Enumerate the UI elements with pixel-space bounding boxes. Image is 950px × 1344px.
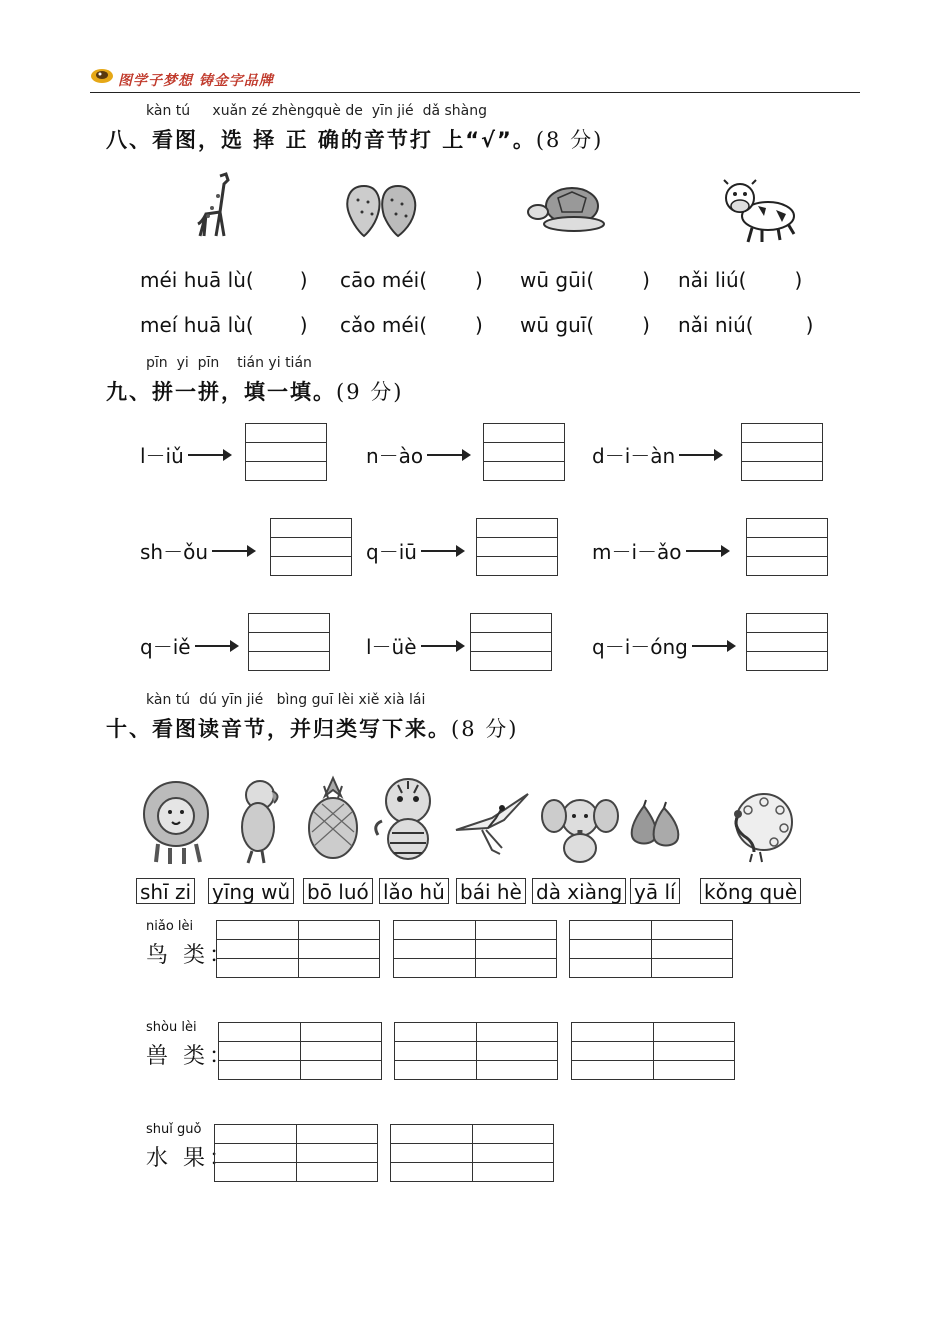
- pineapple-image: [304, 776, 362, 860]
- section8-pinyin-line: kàn tú xuǎn zé zhèngquè de yīn jié dǎ shàng: [146, 103, 488, 119]
- option-3b[interactable]: wū guī( ): [520, 313, 650, 337]
- answer-box-8[interactable]: [470, 613, 552, 671]
- option-2b[interactable]: cǎo méi( ): [340, 313, 483, 337]
- strawberries-image: [342, 180, 422, 238]
- birds-answer-box-3[interactable]: [569, 920, 733, 978]
- fruits-answer-box-2[interactable]: [390, 1124, 554, 1182]
- category-fruits-pinyin: shuǐ guǒ: [146, 1122, 202, 1137]
- section10-pinyin-line: kàn tú dú yīn jié bìng guī lèi xiě xià lái: [146, 692, 426, 708]
- peacock-image: [722, 786, 794, 862]
- beasts-answer-box-3[interactable]: [571, 1022, 735, 1080]
- spell-item-9: q－i－óng: [592, 631, 734, 660]
- spell-item-6: m－i－ǎo: [592, 536, 728, 565]
- category-beasts-pinyin: shòu lèi: [146, 1020, 197, 1035]
- tiger-image: [370, 775, 442, 863]
- option-4a[interactable]: nǎi liú( ): [678, 268, 803, 292]
- spell-item-8: l－üè: [366, 631, 463, 660]
- word-box-yingwu: yīng wǔ: [208, 878, 294, 904]
- spell-item-3: d－i－àn: [592, 440, 721, 469]
- option-4b[interactable]: nǎi niú( ): [678, 313, 814, 337]
- spell-item-4: sh－ǒu: [140, 536, 254, 565]
- brand-slogan: 图学子梦想 铸金字品牌: [118, 73, 274, 89]
- spell-item-7: q－iě: [140, 631, 237, 660]
- word-box-boluo: bō luó: [303, 878, 373, 904]
- parrot-image: [232, 775, 288, 865]
- word-box-shizi: shī zi: [136, 878, 195, 904]
- answer-box-7[interactable]: [248, 613, 330, 671]
- spell-item-5: q－iū: [366, 536, 463, 565]
- giraffe-image: [190, 172, 240, 240]
- section8-title: 八、看图，选 择 正 确的音节打 上“√”。(8 分): [106, 128, 604, 152]
- category-birds-label: 鸟 类：: [146, 943, 235, 968]
- pear-image: [626, 800, 682, 850]
- section9-title: 九、拼一拼，填一填。(9 分): [106, 380, 404, 404]
- word-box-kongque: kǒng què: [700, 878, 801, 904]
- spell-item-1: l－iǔ: [140, 440, 230, 469]
- header-divider: [90, 92, 860, 93]
- word-box-yali: yā lí: [630, 878, 680, 904]
- category-birds-pinyin: niǎo lèi: [146, 919, 194, 934]
- answer-box-3[interactable]: [741, 423, 823, 481]
- beasts-answer-box-2[interactable]: [394, 1022, 558, 1080]
- category-fruits-label: 水 果：: [146, 1146, 235, 1171]
- option-2a[interactable]: cāo méi( ): [340, 268, 483, 292]
- beasts-answer-box-1[interactable]: [218, 1022, 382, 1080]
- birds-answer-box-2[interactable]: [393, 920, 557, 978]
- cow-image: [718, 176, 800, 244]
- lion-image: [136, 778, 216, 866]
- section9-pinyin-line: pīn yi pīn tián yi tián: [146, 355, 312, 371]
- answer-box-5[interactable]: [476, 518, 558, 576]
- spell-item-2: n－ào: [366, 440, 469, 469]
- fruits-answer-box-1[interactable]: [214, 1124, 378, 1182]
- answer-box-6[interactable]: [746, 518, 828, 576]
- turtle-image: [526, 180, 606, 236]
- word-box-daxiang: dà xiàng: [532, 878, 626, 904]
- category-beasts-label: 兽 类：: [146, 1044, 235, 1069]
- word-box-laohu: lǎo hǔ: [379, 878, 449, 904]
- section10-title: 十、看图读音节，并归类写下来。(8 分): [106, 717, 519, 741]
- word-box-baihe: bái hè: [456, 878, 526, 904]
- answer-box-4[interactable]: [270, 518, 352, 576]
- birds-answer-box-1[interactable]: [216, 920, 380, 978]
- answer-box-1[interactable]: [245, 423, 327, 481]
- answer-box-2[interactable]: [483, 423, 565, 481]
- logo-icon: [90, 66, 114, 84]
- option-1b[interactable]: meí huā lù( ): [140, 313, 308, 337]
- answer-box-9[interactable]: [746, 613, 828, 671]
- crane-image: [452, 788, 532, 858]
- option-1a[interactable]: méi huā lù( ): [140, 268, 308, 292]
- elephant-image: [540, 790, 620, 866]
- option-3a[interactable]: wū gūi( ): [520, 268, 650, 292]
